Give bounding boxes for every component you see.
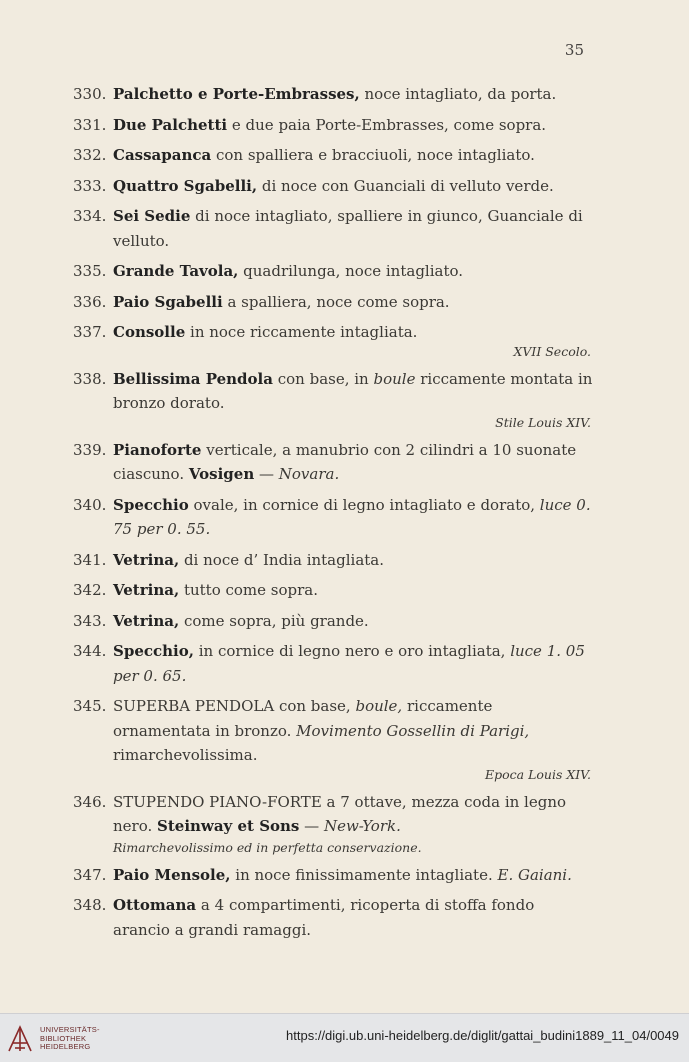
entry-italic: boule, [355,697,403,715]
entry-heading: Vetrina, [113,581,180,599]
catalog-entry [73,367,593,432]
catalog-entry [73,259,593,284]
entry-text: di noce d’ India intagliata. [179,550,385,569]
entry-heading: Palchetto e Porte-Embrasses, [113,85,360,103]
entry-text: riccamente ornamentata in bronzo. [113,697,493,740]
entry-text: e due paia Porte-Embrasses, come sopra. [227,115,547,134]
catalog-entry [73,578,593,603]
entry-text: riccamente montata in bronzo dorato. [113,369,593,412]
entry-heading: Vetrina, [113,550,180,569]
catalog-entry [73,609,593,634]
entry-heading: Bellissima Pendola [113,369,273,388]
catalog-entry [73,320,593,361]
catalog-entry [73,204,593,253]
entry-text: a spalliera, noce come sopra. [222,292,450,311]
entry-number: 339. [73,440,107,459]
entry-number: 345. [73,697,107,715]
entry-text: verticale, a manubrio con 2 cilindri a 10 suonate ciascuno. [113,440,577,483]
viewer-footer [0,1013,689,1062]
catalog-entry [73,113,593,138]
entry-number: 340. [73,495,107,514]
maker-name: Steinway et Sons [157,817,300,835]
entry-heading: Vetrina, [113,611,180,630]
entry-text: tutto come sopra. [179,581,319,599]
maker-place: Novara. [278,465,340,483]
entry-text: in noce riccamente intagliata. [185,323,418,341]
entry-heading: Quattro Sgabelli, [113,176,258,195]
entry-text: con base, in [272,369,374,388]
catalog-entry [73,174,593,199]
entry-number: 337. [73,323,107,341]
catalog-entries [73,82,593,948]
entry-text: di noce intagliato, spalliere in giunco, Guanciale di velluto. [113,207,583,250]
entry-text: rimarchevolissima. [113,746,258,764]
entry-number: 336. [73,292,107,311]
entry-heading: Pianoforte [113,440,202,459]
entry-heading: Ottomana [113,896,197,914]
maker-place: New-York. [323,817,401,835]
entry-heading: Paio Mensole, [113,865,231,884]
entry-number: 334. [73,207,107,225]
library-name: UNIVERSITÄTS- BIBLIOTHEK HEIDELBERG [40,1025,100,1051]
entry-text: in noce finissimamente intagliate. [230,865,498,884]
entry-number: 338. [73,369,107,388]
entry-heading: Grande Tavola, [113,262,239,280]
entry-number: 335. [73,262,107,280]
catalog-entry [73,893,593,942]
entry-number: 331. [73,115,107,134]
catalog-entry [73,639,593,688]
entry-number: 342. [73,581,107,599]
entry-italic: Movimento Gossellin di Parigi, [296,721,530,740]
entry-text: ovale, in cornice di legno intagliato e dorato, [188,495,540,514]
entry-text: con spalliera e bracciuoli, noce intagliato. [211,146,535,164]
catalog-entry [73,548,593,573]
entry-number: 330. [73,85,107,103]
catalog-entry [73,290,593,315]
library-logo-icon [6,1021,34,1055]
entry-dimensions: luce 0. 75 per 0. 55. [113,495,591,538]
entry-heading: Due Palchetti [113,115,228,134]
entry-text: come sopra, più grande. [179,611,369,630]
entry-heading: SUPERBA PENDOLA [113,697,275,715]
period-note: Epoca Louis XIV. [485,766,591,782]
entry-text: quadrilunga, noce intagliato. [238,262,464,280]
entry-heading: STUPENDO PIANO-FORTE [113,792,322,811]
catalog-entry [73,863,593,888]
entry-heading: Sei Sedie [113,207,191,225]
entry-number: 347. [73,865,107,884]
entry-number: 333. [73,176,107,195]
entry-heading: Cassapanca [113,146,212,164]
entry-italic: boule [373,369,416,388]
entry-text: a 4 compartimenti, ricoperta di stoffa fondo arancio a grandi ramaggi. [113,896,535,939]
entry-text: a 7 ottave, mezza coda in legno nero. [113,792,567,835]
period-note: XVII Secolo. [513,343,591,359]
entry-heading: Paio Sgabelli [113,292,223,311]
entry-text: in cornice di legno nero e oro intagliata, [193,642,511,660]
entry-heading: Consolle [113,323,186,341]
catalog-entry [73,790,593,857]
entry-dimensions: luce 1. 05 per 0. 65. [113,642,585,685]
catalog-entry [73,493,593,542]
catalog-entry [73,143,593,168]
entry-text: noce intagliato, da porta. [359,85,557,103]
period-note: Stile Louis XIV. [495,414,591,430]
catalog-entry [73,694,593,784]
maker-name: E. Gaiani. [497,865,572,884]
condition-note: Rimarchevolissimo ed in perfetta conservazione. [113,839,422,855]
entry-number: 348. [73,896,107,914]
separator: — [299,817,324,835]
maker-name: Vosigen [188,465,255,483]
entry-heading: Specchio, [113,642,194,660]
separator: — [254,465,279,483]
entry-number: 343. [73,611,107,630]
permalink-url[interactable]: https://digi.ub.uni-heidelberg.de/diglit/gattai_budini1889_11_04/0049 [286,1028,679,1043]
entry-text: di noce con Guanciali di velluto verde. [257,176,554,195]
entry-text: con base, [274,697,356,715]
catalog-entry [73,438,593,487]
page-number: 35 [564,41,584,59]
entry-heading: Specchio [113,495,189,514]
entry-number: 344. [73,642,107,660]
entry-number: 346. [73,792,107,811]
entry-number: 332. [73,146,107,164]
catalog-entry [73,82,593,107]
entry-number: 341. [73,550,107,569]
